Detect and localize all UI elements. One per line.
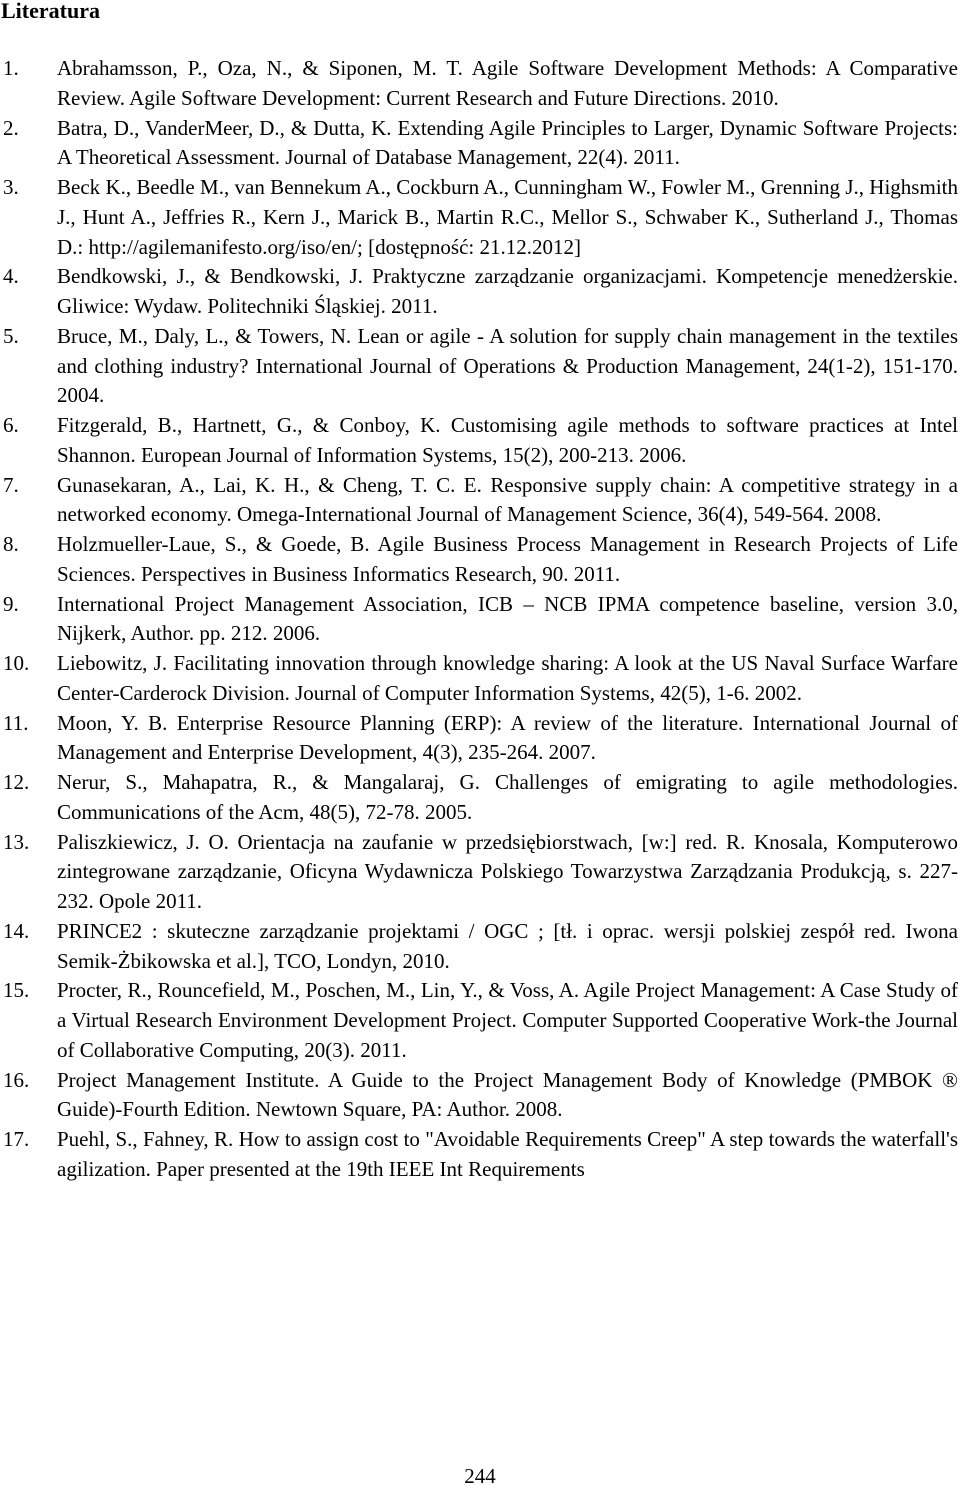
section-heading: Literatura [1, 0, 100, 23]
reference-number: 7. [3, 472, 19, 497]
reference-item [0, 471, 958, 531]
reference-number: 17. [3, 1127, 30, 1151]
reference-item [0, 590, 958, 650]
reference-item [0, 768, 958, 828]
reference-number: 11. [3, 710, 29, 735]
reference-number: 9. [3, 591, 19, 616]
reference-text: Moon, Y. B. Enterprise Resource Planning (ERP): A review of the literature. International Journal of Management and Enterprise Development, 4(3), 235-264. 2007. [57, 710, 958, 765]
reference-item [0, 114, 958, 174]
reference-text: Bruce, M., Daly, L., & Towers, N. Lean or agile - A solution for supply chain management in the textiles and clothing industry? International Journal of Operations & Production Management, 24(1-2), 151-170. 2004. [57, 323, 958, 408]
reference-list [0, 54, 958, 1185]
reference-item [0, 1066, 958, 1126]
reference-item [0, 649, 958, 709]
reference-number: 5. [3, 323, 19, 348]
reference-text: Nerur, S., Mahapatra, R., & Mangalaraj, G. Challenges of emigrating to agile methodologies. Communications of the Acm, 48(5), 72-78. 2005. [57, 770, 958, 824]
reference-text: Batra, D., VanderMeer, D., & Dutta, K. Extending Agile Principles to Larger, Dynamic Software Projects: A Theoretical Assessment. Journal of Database Management, 22(4). 2011. [57, 115, 958, 170]
reference-text: Bendkowski, J., & Bendkowski, J. Praktyczne zarządzanie organizacjami. Kompetencje menedżerskie. Gliwice: Wydaw. Politechniki Śląskiej. 2011. [57, 264, 958, 318]
reference-text: Gunasekaran, A., Lai, K. H., & Cheng, T. C. E. Responsive supply chain: A competitive strategy in a networked economy. Omega-International Journal of Management Science, 36(4), 549-564. 2008. [57, 472, 958, 527]
page-number: 244 [464, 1464, 496, 1488]
reference-text: Holzmueller-Laue, S., & Goede, B. Agile Business Process Management in Research Projects of Life Sciences. Perspectives in Business Informatics Research, 90. 2011. [57, 532, 958, 586]
reference-number: 16. [3, 1067, 30, 1092]
reference-item [0, 173, 958, 262]
reference-item [0, 709, 958, 769]
reference-text: Liebowitz, J. Facilitating innovation through knowledge sharing: A look at the US Naval Surface Warfare Center-Carderock Division. Journal of Computer Information Systems, 42(5), 1-6. 2002. [57, 651, 958, 705]
reference-number: 1. [3, 56, 19, 80]
reference-item [0, 530, 958, 590]
reference-number: 3. [3, 175, 19, 199]
reference-text: International Project Management Association, ICB – NCB IPMA competence baseline, version 3.0, Nijkerk, Author. pp. 212. 2006. [57, 591, 958, 646]
reference-number: 10. [3, 651, 30, 675]
reference-text: Fitzgerald, B., Hartnett, G., & Conboy, K. Customising agile methods to software practices at Intel Shannon. European Journal of Information Systems, 15(2), 200-213. 2006. [57, 413, 958, 467]
reference-text: Procter, R., Rouncefield, M., Poschen, M., Lin, Y., & Voss, A. Agile Project Management: A Case Study of a Virtual Research Environment Development Project. Computer Supported Cooperative Work-the Journal of Collaborative Computing, 20(3). 2011. [57, 978, 958, 1062]
reference-text: Project Management Institute. A Guide to the Project Management Body of Knowledge (PMBOK ® Guide)-Fourth Edition. Newtown Square, PA: Author. 2008. [57, 1067, 958, 1122]
reference-number: 2. [3, 115, 19, 140]
reference-number: 14. [3, 918, 30, 943]
reference-item [0, 917, 958, 977]
reference-text: Puehl, S., Fahney, R. How to assign cost to "Avoidable Requirements Creep" A step towards the waterfall's agilization. Paper presented at the 19th IEEE Int Requirements [57, 1127, 958, 1181]
reference-text: PRINCE2 : skuteczne zarządzanie projektami / OGC ; [tł. i oprac. wersji polskiej zespół red. Iwona Semik-Żbikowska et al.], TCO, Londyn, 2010. [57, 918, 958, 973]
reference-item [0, 262, 958, 322]
reference-number: 13. [3, 829, 30, 854]
reference-number: 4. [3, 264, 19, 289]
reference-item [0, 322, 958, 411]
reference-number: 12. [3, 770, 30, 794]
reference-item [0, 828, 958, 917]
reference-text: Beck K., Beedle M., van Bennekum A., Cockburn A., Cunningham W., Fowler M., Grenning J., Highsmith J., Hunt A., Jeffries R., Kern J., Marick B., Martin R.C., Mellor S., Schwaber K., Sutherland J., Thomas D.: http://agilemanifesto.org/iso/en/; [dostępność: 21.12.2012] [57, 175, 958, 259]
reference-item [0, 976, 958, 1065]
reference-number: 6. [3, 413, 19, 437]
reference-text: Abrahamsson, P., Oza, N., & Siponen, M. T. Agile Software Development Methods: A Comparative Review. Agile Software Development: Current Research and Future Directions. 2010. [57, 56, 958, 110]
reference-item [0, 411, 958, 471]
reference-number: 15. [3, 978, 30, 1003]
reference-item [0, 54, 958, 114]
reference-item [0, 1125, 958, 1185]
reference-text: Paliszkiewicz, J. O. Orientacja na zaufanie w przedsiębiorstwach, [w:] red. R. Knosala, Komputerowo zintegrowane zarządzanie, Oficyna Wydawnicza Polskiego Towarzystwa Zarządzania Produkcją, s. 227-232. Opole 2011. [57, 829, 958, 913]
reference-number: 8. [3, 532, 19, 556]
